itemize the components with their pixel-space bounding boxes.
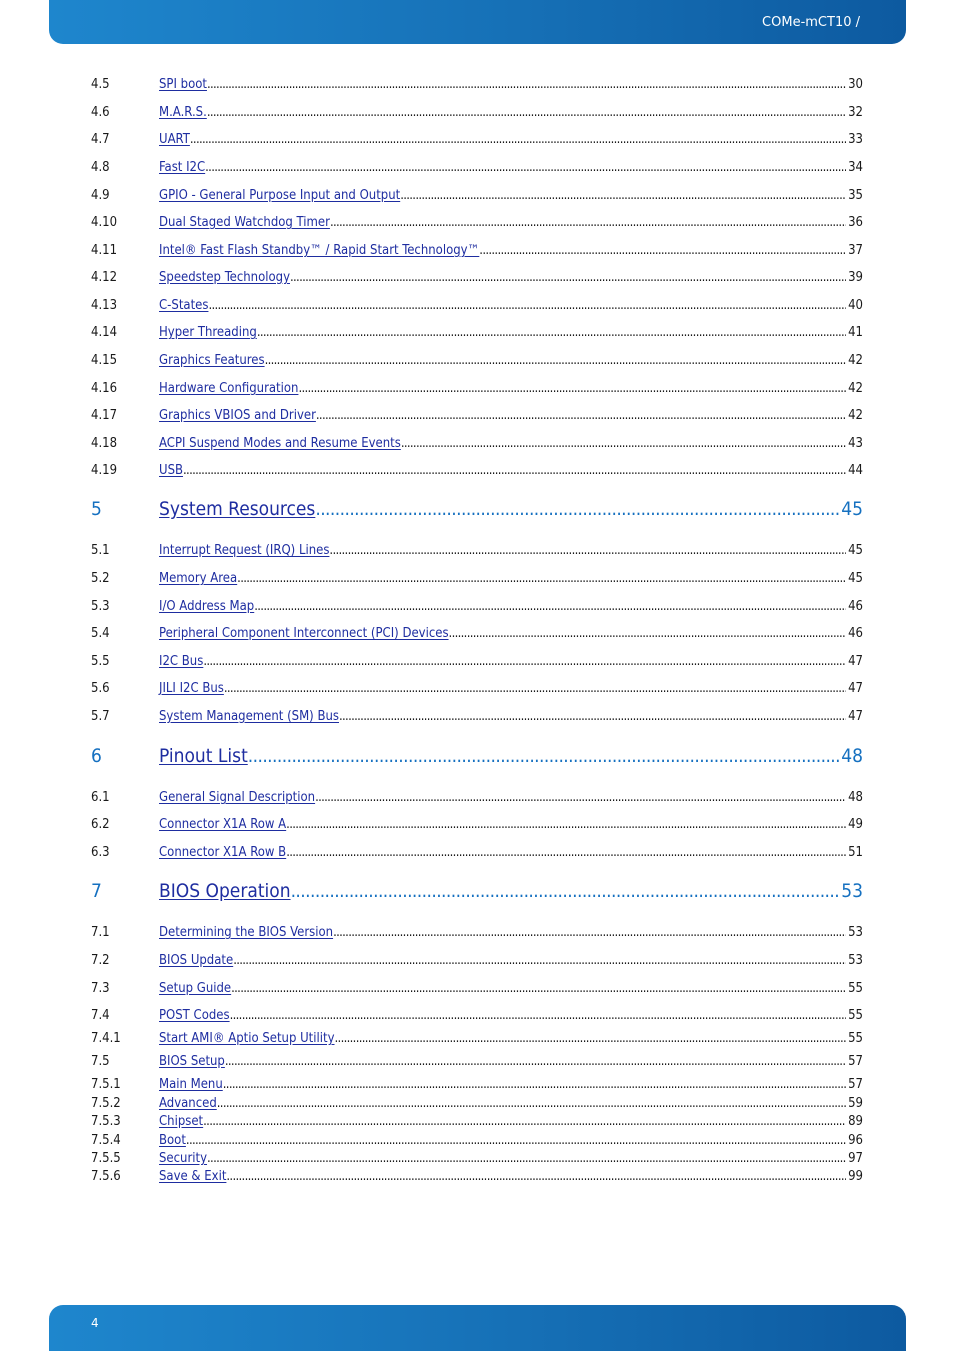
toc-entry-page: 42 [848, 381, 863, 396]
toc-entry-page: 48 [848, 790, 863, 805]
toc-entry [91, 785, 863, 805]
toc-entry-page: 36 [848, 215, 863, 230]
toc-entry [91, 594, 863, 614]
toc-entry-number: 4.14 [91, 325, 118, 340]
toc-entry-title-wrap [159, 953, 846, 968]
toc-leader-dots [207, 77, 846, 92]
toc-entry [91, 376, 863, 396]
toc-entry [91, 676, 863, 696]
toc-entry-number: 5.3 [91, 599, 110, 614]
page-number: 4 [91, 1316, 99, 1330]
toc-entry-title-wrap [159, 105, 846, 120]
toc-entry-page: 51 [848, 845, 863, 860]
toc-entry-page: 40 [848, 298, 863, 313]
toc-entry [91, 1049, 863, 1069]
toc-entry-number: 5.7 [91, 709, 110, 724]
toc-entry [91, 704, 863, 724]
toc-entry-link[interactable]: USB [159, 463, 184, 478]
toc-entry-page: 42 [848, 353, 863, 368]
toc-entry [91, 948, 863, 968]
toc-leader-dots [400, 188, 846, 203]
toc-leader-dots [316, 408, 846, 423]
toc-leader-dots [254, 599, 846, 614]
toc-entry-link[interactable]: C-States [159, 298, 209, 313]
toc-entry-page: 34 [848, 160, 863, 175]
toc-entry [91, 1109, 863, 1129]
toc-entry-link[interactable]: System Management (SM) Bus [159, 709, 339, 724]
toc-entry [91, 127, 863, 147]
toc-entry-number: 7.2 [91, 953, 110, 968]
toc-entry [91, 621, 863, 641]
toc-entry [91, 1146, 863, 1166]
toc-entry-link[interactable]: I/O Address Map [159, 599, 255, 614]
toc-entry-link[interactable]: Peripheral Component Interconnect (PCI) Devices [159, 626, 449, 641]
toc-leader-dots [248, 745, 839, 767]
toc-entry-link[interactable]: General Signal Description [159, 790, 316, 805]
footer-band [49, 1305, 906, 1351]
toc-entry-link[interactable]: Graphics Features [159, 353, 265, 368]
toc-entry-link[interactable]: Boot [159, 1133, 186, 1148]
toc-entry-number: 4.18 [91, 436, 118, 451]
toc-entry [91, 320, 863, 340]
toc-entry-number: 4.8 [91, 160, 110, 175]
toc-entry-title-wrap [159, 654, 846, 669]
toc-entry-link[interactable]: Speedstep Technology [159, 270, 290, 285]
toc-entry-page: 48 [841, 745, 863, 767]
toc-leader-dots [205, 160, 846, 175]
toc-leader-dots [298, 381, 846, 396]
toc-entry [91, 1003, 863, 1023]
toc-entry-link[interactable]: GPIO - General Purpose Input and Output [159, 188, 401, 203]
toc-entry-title-wrap [159, 1008, 846, 1023]
toc-entry-number: 6.1 [91, 790, 110, 805]
toc-entry-page: 57 [848, 1077, 863, 1092]
toc-leader-dots [203, 1114, 846, 1129]
toc-leader-dots [233, 953, 846, 968]
toc-entry [91, 100, 863, 120]
toc-entry-page: 49 [848, 817, 863, 832]
toc-entry-title-wrap [159, 1169, 846, 1184]
toc-leader-dots [330, 215, 846, 230]
toc-chapter-entry [91, 739, 863, 767]
toc-entry-title-wrap [159, 77, 846, 92]
toc-entry-number: 6.2 [91, 817, 110, 832]
toc-entry-number: 4.10 [91, 215, 118, 230]
toc-entry [91, 1128, 863, 1148]
toc-entry-title-wrap [159, 132, 846, 147]
toc-leader-dots [339, 709, 846, 724]
toc-entry-title-wrap [159, 436, 846, 451]
toc-entry [91, 1026, 863, 1046]
toc-entry-title-wrap [159, 381, 846, 396]
toc-leader-dots [257, 325, 846, 340]
toc-entry-number: 5 [91, 498, 102, 520]
toc-entry-title-wrap [159, 571, 846, 586]
toc-entry-title-wrap [159, 160, 846, 175]
header-band [49, 0, 906, 44]
toc-entry-link[interactable]: UART [159, 132, 190, 147]
toc-entry-number: 5.1 [91, 543, 110, 558]
toc-entry-title-wrap [159, 981, 846, 996]
toc-entry-number: 4.11 [91, 243, 118, 258]
toc-entry-page: 55 [848, 1031, 863, 1046]
toc-leader-dots [401, 436, 846, 451]
toc-entry-number: 7.5.5 [91, 1151, 121, 1166]
toc-entry [91, 210, 863, 230]
toc-entry-number: 5.4 [91, 626, 110, 641]
toc-leader-dots [291, 880, 840, 902]
toc-entry-number: 7.4 [91, 1008, 110, 1023]
toc-entry-page: 59 [848, 1096, 863, 1111]
toc-entry-title-wrap [159, 325, 846, 340]
toc-entry-number: 7.1 [91, 925, 110, 940]
toc-entry-page: 89 [848, 1114, 863, 1129]
toc-entry-number: 4.5 [91, 77, 110, 92]
toc-entry-page: 55 [848, 981, 863, 996]
toc-entry-number: 7.5 [91, 1054, 110, 1069]
toc-leader-dots [224, 681, 846, 696]
toc-entry-link[interactable]: Main Menu [159, 1077, 223, 1092]
toc-entry-number: 4.19 [91, 463, 118, 478]
toc-entry [91, 1072, 863, 1092]
toc-entry-link[interactable]: Dual Staged Watchdog Timer [159, 215, 330, 230]
toc-entry-page: 47 [848, 709, 863, 724]
toc-entry-page: 39 [848, 270, 863, 285]
toc-entry-page: 43 [848, 436, 863, 451]
toc-entry-page: 45 [848, 543, 863, 558]
toc-entry-page: 37 [848, 243, 863, 258]
toc-entry-link[interactable]: BIOS Update [159, 953, 234, 968]
toc-entry-link[interactable]: Security [159, 1151, 208, 1166]
toc-entry-link[interactable]: Connector X1A Row A [159, 817, 287, 832]
toc-entry-link[interactable]: Interrupt Request (IRQ) Lines [159, 543, 330, 558]
toc-entry-title-wrap [159, 925, 846, 940]
toc-entry-link[interactable]: Pinout List [159, 745, 248, 767]
toc-entry [91, 920, 863, 940]
toc-entry-title-wrap [159, 1114, 846, 1129]
toc-entry [91, 72, 863, 92]
toc-entry-link[interactable]: Setup Guide [159, 981, 232, 996]
toc-entry [91, 840, 863, 860]
toc-entry-page: 53 [841, 880, 863, 902]
toc-entry [91, 649, 863, 669]
toc-entry [91, 538, 863, 558]
toc-entry-link[interactable]: POST Codes [159, 1008, 230, 1023]
toc-entry-number: 7.5.2 [91, 1096, 121, 1111]
toc-entry [91, 183, 863, 203]
toc-entry [91, 976, 863, 996]
toc-entry [91, 1164, 863, 1184]
toc-chapter-entry [91, 492, 863, 520]
toc-entry-number: 7.5.4 [91, 1133, 121, 1148]
toc-leader-dots [223, 1077, 846, 1092]
toc-entry-title-wrap [159, 880, 839, 902]
toc-entry-link[interactable]: System Resources [159, 498, 316, 520]
toc-entry-page: 32 [848, 105, 863, 120]
toc-leader-dots [286, 817, 846, 832]
toc-entry-title-wrap [159, 498, 839, 520]
toc-entry-number: 7.4.1 [91, 1031, 121, 1046]
toc-entry-link[interactable]: SPI boot [159, 77, 207, 92]
toc-entry-number: 5.2 [91, 571, 110, 586]
toc-entry-number: 7.3 [91, 981, 110, 996]
toc-entry-page: 35 [848, 188, 863, 203]
toc-leader-dots [335, 1031, 847, 1046]
toc-entry-number: 4.16 [91, 381, 118, 396]
toc-entry [91, 1091, 863, 1111]
toc-entry-link[interactable]: Intel® Fast Flash Standby™ / Rapid Start Technology™ [159, 243, 480, 258]
toc-entry-number: 6 [91, 745, 102, 767]
toc-entry-page: 44 [848, 463, 863, 478]
toc-entry-page: 97 [848, 1151, 863, 1166]
toc-entry-number: 4.15 [91, 353, 118, 368]
toc-leader-dots [286, 845, 846, 860]
toc-entry-number: 4.6 [91, 105, 110, 120]
toc-entry-link[interactable]: Graphics VBIOS and Driver [159, 408, 316, 423]
toc-entry [91, 348, 863, 368]
toc-entry-title-wrap [159, 543, 846, 558]
toc-entry-page: 33 [848, 132, 863, 147]
toc-entry-page: 99 [848, 1169, 863, 1184]
toc-entry-link[interactable]: Determining the BIOS Version [159, 925, 334, 940]
toc-entry-page: 42 [848, 408, 863, 423]
toc-entry-title-wrap [159, 353, 846, 368]
toc-leader-dots [203, 654, 846, 669]
toc-leader-dots [237, 571, 846, 586]
toc-entry-page: 96 [848, 1133, 863, 1148]
toc-entry-title-wrap [159, 1054, 846, 1069]
document-title: COMe-mCT10 / [762, 15, 860, 30]
toc-entry-page: 53 [848, 925, 863, 940]
toc-entry-title-wrap [159, 790, 846, 805]
toc-entry-link[interactable]: Memory Area [159, 571, 238, 586]
toc-leader-dots [183, 463, 846, 478]
toc-entry [91, 403, 863, 423]
toc-entry-link[interactable]: Chipset [159, 1114, 204, 1129]
toc-entry-page: 45 [841, 498, 863, 520]
toc-chapter-entry [91, 874, 863, 902]
toc-entry-link[interactable]: Start AMI® Aptio Setup Utility [159, 1031, 335, 1046]
toc-leader-dots [449, 626, 847, 641]
toc-entry-title-wrap [159, 845, 846, 860]
toc-leader-dots [208, 298, 846, 313]
toc-entry-link[interactable]: M.A.R.S. [159, 105, 207, 120]
toc-entry-number: 4.13 [91, 298, 118, 313]
toc-leader-dots [479, 243, 846, 258]
toc-entry-title-wrap [159, 243, 846, 258]
toc-entry-page: 41 [848, 325, 863, 340]
toc-entry-title-wrap [159, 681, 846, 696]
toc-leader-dots [225, 1054, 846, 1069]
toc-entry-link[interactable]: Connector X1A Row B [159, 845, 287, 860]
toc-entry-link[interactable]: Advanced [159, 1096, 217, 1111]
toc-entry [91, 238, 863, 258]
toc-entry-title-wrap [159, 1077, 846, 1092]
toc-entry-title-wrap [159, 817, 846, 832]
toc-entry-link[interactable]: Fast I2C [159, 160, 206, 175]
toc-entry-number: 7.5.3 [91, 1114, 121, 1129]
toc-entry-number: 7.5.1 [91, 1077, 121, 1092]
toc-entry-title-wrap [159, 626, 846, 641]
toc-entry-title-wrap [159, 1031, 846, 1046]
toc-leader-dots [329, 543, 846, 558]
toc-entry-link[interactable]: Hardware Configuration [159, 381, 299, 396]
toc-leader-dots [315, 498, 839, 520]
toc-leader-dots [290, 270, 846, 285]
toc-entry-link[interactable]: BIOS Setup [159, 1054, 225, 1069]
toc-entry-page: 30 [848, 77, 863, 92]
toc-entry-page: 46 [848, 599, 863, 614]
toc-entry-title-wrap [159, 599, 846, 614]
toc-entry-link[interactable]: Hyper Threading [159, 325, 257, 340]
toc-entry-title-wrap [159, 188, 846, 203]
toc-leader-dots [226, 1169, 846, 1184]
toc-entry-number: 7.5.6 [91, 1169, 121, 1184]
toc-entry-link[interactable]: Save & Exit [159, 1169, 227, 1184]
toc-entry-number: 6.3 [91, 845, 110, 860]
toc-entry-number: 5.6 [91, 681, 110, 696]
toc-entry-link[interactable]: ACPI Suspend Modes and Resume Events [159, 436, 401, 451]
toc-entry-page: 55 [848, 1008, 863, 1023]
toc-entry-title-wrap [159, 215, 846, 230]
toc-entry-title-wrap [159, 298, 846, 313]
toc-entry-number: 4.17 [91, 408, 118, 423]
toc-entry-page: 53 [848, 953, 863, 968]
toc-entry-page: 47 [848, 681, 863, 696]
toc-entry [91, 293, 863, 313]
toc-leader-dots [230, 1008, 847, 1023]
toc-entry-title-wrap [159, 745, 839, 767]
toc-entry-page: 47 [848, 654, 863, 669]
toc-entry-page: 46 [848, 626, 863, 641]
toc-entry [91, 566, 863, 586]
toc-entry-number: 5.5 [91, 654, 110, 669]
toc-entry-page: 57 [848, 1054, 863, 1069]
toc-entry [91, 458, 863, 478]
toc-entry-link[interactable]: I2C Bus [159, 654, 204, 669]
toc-entry-title-wrap [159, 270, 846, 285]
toc-leader-dots [333, 925, 846, 940]
toc-entry [91, 431, 863, 451]
toc-entry-title-wrap [159, 408, 846, 423]
toc-entry-number: 4.7 [91, 132, 110, 147]
toc-entry-number: 7 [91, 880, 102, 902]
toc-entry-title-wrap [159, 463, 846, 478]
toc-entry-title-wrap [159, 709, 846, 724]
toc-entry-number: 4.9 [91, 188, 110, 203]
toc-entry-number: 4.12 [91, 270, 118, 285]
toc-entry-link[interactable]: BIOS Operation [159, 880, 291, 902]
toc-entry [91, 265, 863, 285]
toc-entry [91, 155, 863, 175]
toc-entry-page: 45 [848, 571, 863, 586]
toc-leader-dots [315, 790, 846, 805]
toc-entry-link[interactable]: JILI I2C Bus [159, 681, 224, 696]
toc-leader-dots [231, 981, 846, 996]
toc-leader-dots [207, 105, 846, 120]
toc-leader-dots [190, 132, 846, 147]
toc-entry [91, 812, 863, 832]
toc-leader-dots [265, 353, 847, 368]
